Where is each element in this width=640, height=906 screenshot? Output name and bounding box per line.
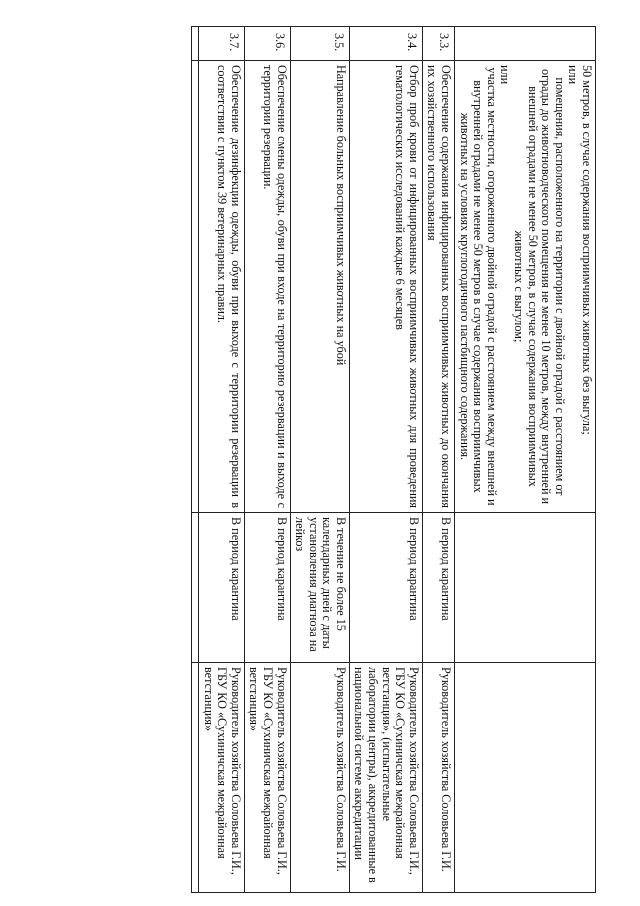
- text-line: участка местности, огороженного двойной оградой с расстоянием между внешней и внутренней оградами не менее 50 метров в случае содержания восприимчивых животных на условиях круглогодичного пастбищного содержания.: [457, 67, 499, 506]
- cell-responsible: Руководитель хозяйства Соловьева Г.И.: [290, 663, 349, 893]
- table-row: [455, 27, 596, 893]
- row-number: 3.4.: [349, 27, 422, 61]
- cell-term: В течение не более 15 календарных дней с даты установления диагноза на лейкоз: [290, 513, 349, 663]
- row-number: [191, 27, 198, 61]
- table-row: [198, 27, 244, 893]
- text-line: 50 метров, в случае содержания восприимчивых животных без выгула;: [580, 65, 594, 435]
- cell-responsible: [191, 663, 198, 893]
- row-number: 3.7.: [198, 27, 244, 61]
- cell-empty: [455, 663, 596, 893]
- cell-measure: [455, 61, 596, 513]
- cell-responsible: Руководитель хозяйства Соловьева Г.И.: [422, 663, 454, 893]
- cell-measure: Направление больных восприимчивых животных на убой: [290, 61, 349, 513]
- table-row: [290, 27, 349, 893]
- cell-responsible: Руководитель хозяйства Соловьева Г.И., ГБУ КО «Сухиничская межрайонная ветстанция»: [198, 663, 244, 893]
- cell-responsible: Руководитель хозяйства Соловьева Г.И., ГБУ КО «Сухиничская межрайонная ветстанция»: [244, 663, 290, 893]
- table-row: [191, 27, 198, 893]
- table-row: [244, 27, 290, 893]
- text-line: или: [498, 65, 513, 85]
- cell-measure: Обеспечение дезинфекции одежды, обуви при выходе с территории резервации в соответствии с пунктом 39 ветеринарных правил.: [198, 61, 244, 513]
- text-line: помещения, расположенного на территории с двойной оградой с расстоянием от ограды до животноводческого помещения не менее 10 метров, между внутренней и внешней оградами не менее 50 метров, в случае содержания восприимчивых животных с выгулом;: [512, 68, 567, 505]
- cell-term: В период карантина: [422, 513, 454, 663]
- cell-measure: Обеспечение смены одежды, обуви при входе на территорию резервации и выходе с территории резервации.: [244, 61, 290, 513]
- table-row: [422, 27, 454, 893]
- table-row: [349, 27, 422, 893]
- cell-term: В период карантина: [244, 513, 290, 663]
- cell-empty: [455, 513, 596, 663]
- row-number: 3.5.: [290, 27, 349, 61]
- row-number: 3.6.: [244, 27, 290, 61]
- cell-term: В период карантина: [349, 513, 422, 663]
- cell-term: В период карантина: [198, 513, 244, 663]
- cell-measure: [191, 61, 198, 513]
- text-line: или: [566, 65, 581, 85]
- cell-measure: Отбор проб крови от инфицированных восприимчивых животных для проведения гематологических исследований каждые 6 месяцев: [349, 61, 422, 513]
- cell-responsible: Руководитель хозяйства Соловьева Г.И., ГБУ КО «Сухиничская межрайонная ветстанция», (испытательные лаборатории центры), аккредитованные в национальной системе аккредитации: [349, 663, 422, 893]
- cell-term: [191, 513, 198, 663]
- measures-table: [191, 26, 596, 893]
- cell-measure: Обеспечение содержания инфицированных восприимчивых животных до окончания их хозяйственного использования: [422, 61, 454, 513]
- row-number: 3.3.: [422, 27, 454, 61]
- cell-empty: [455, 27, 596, 61]
